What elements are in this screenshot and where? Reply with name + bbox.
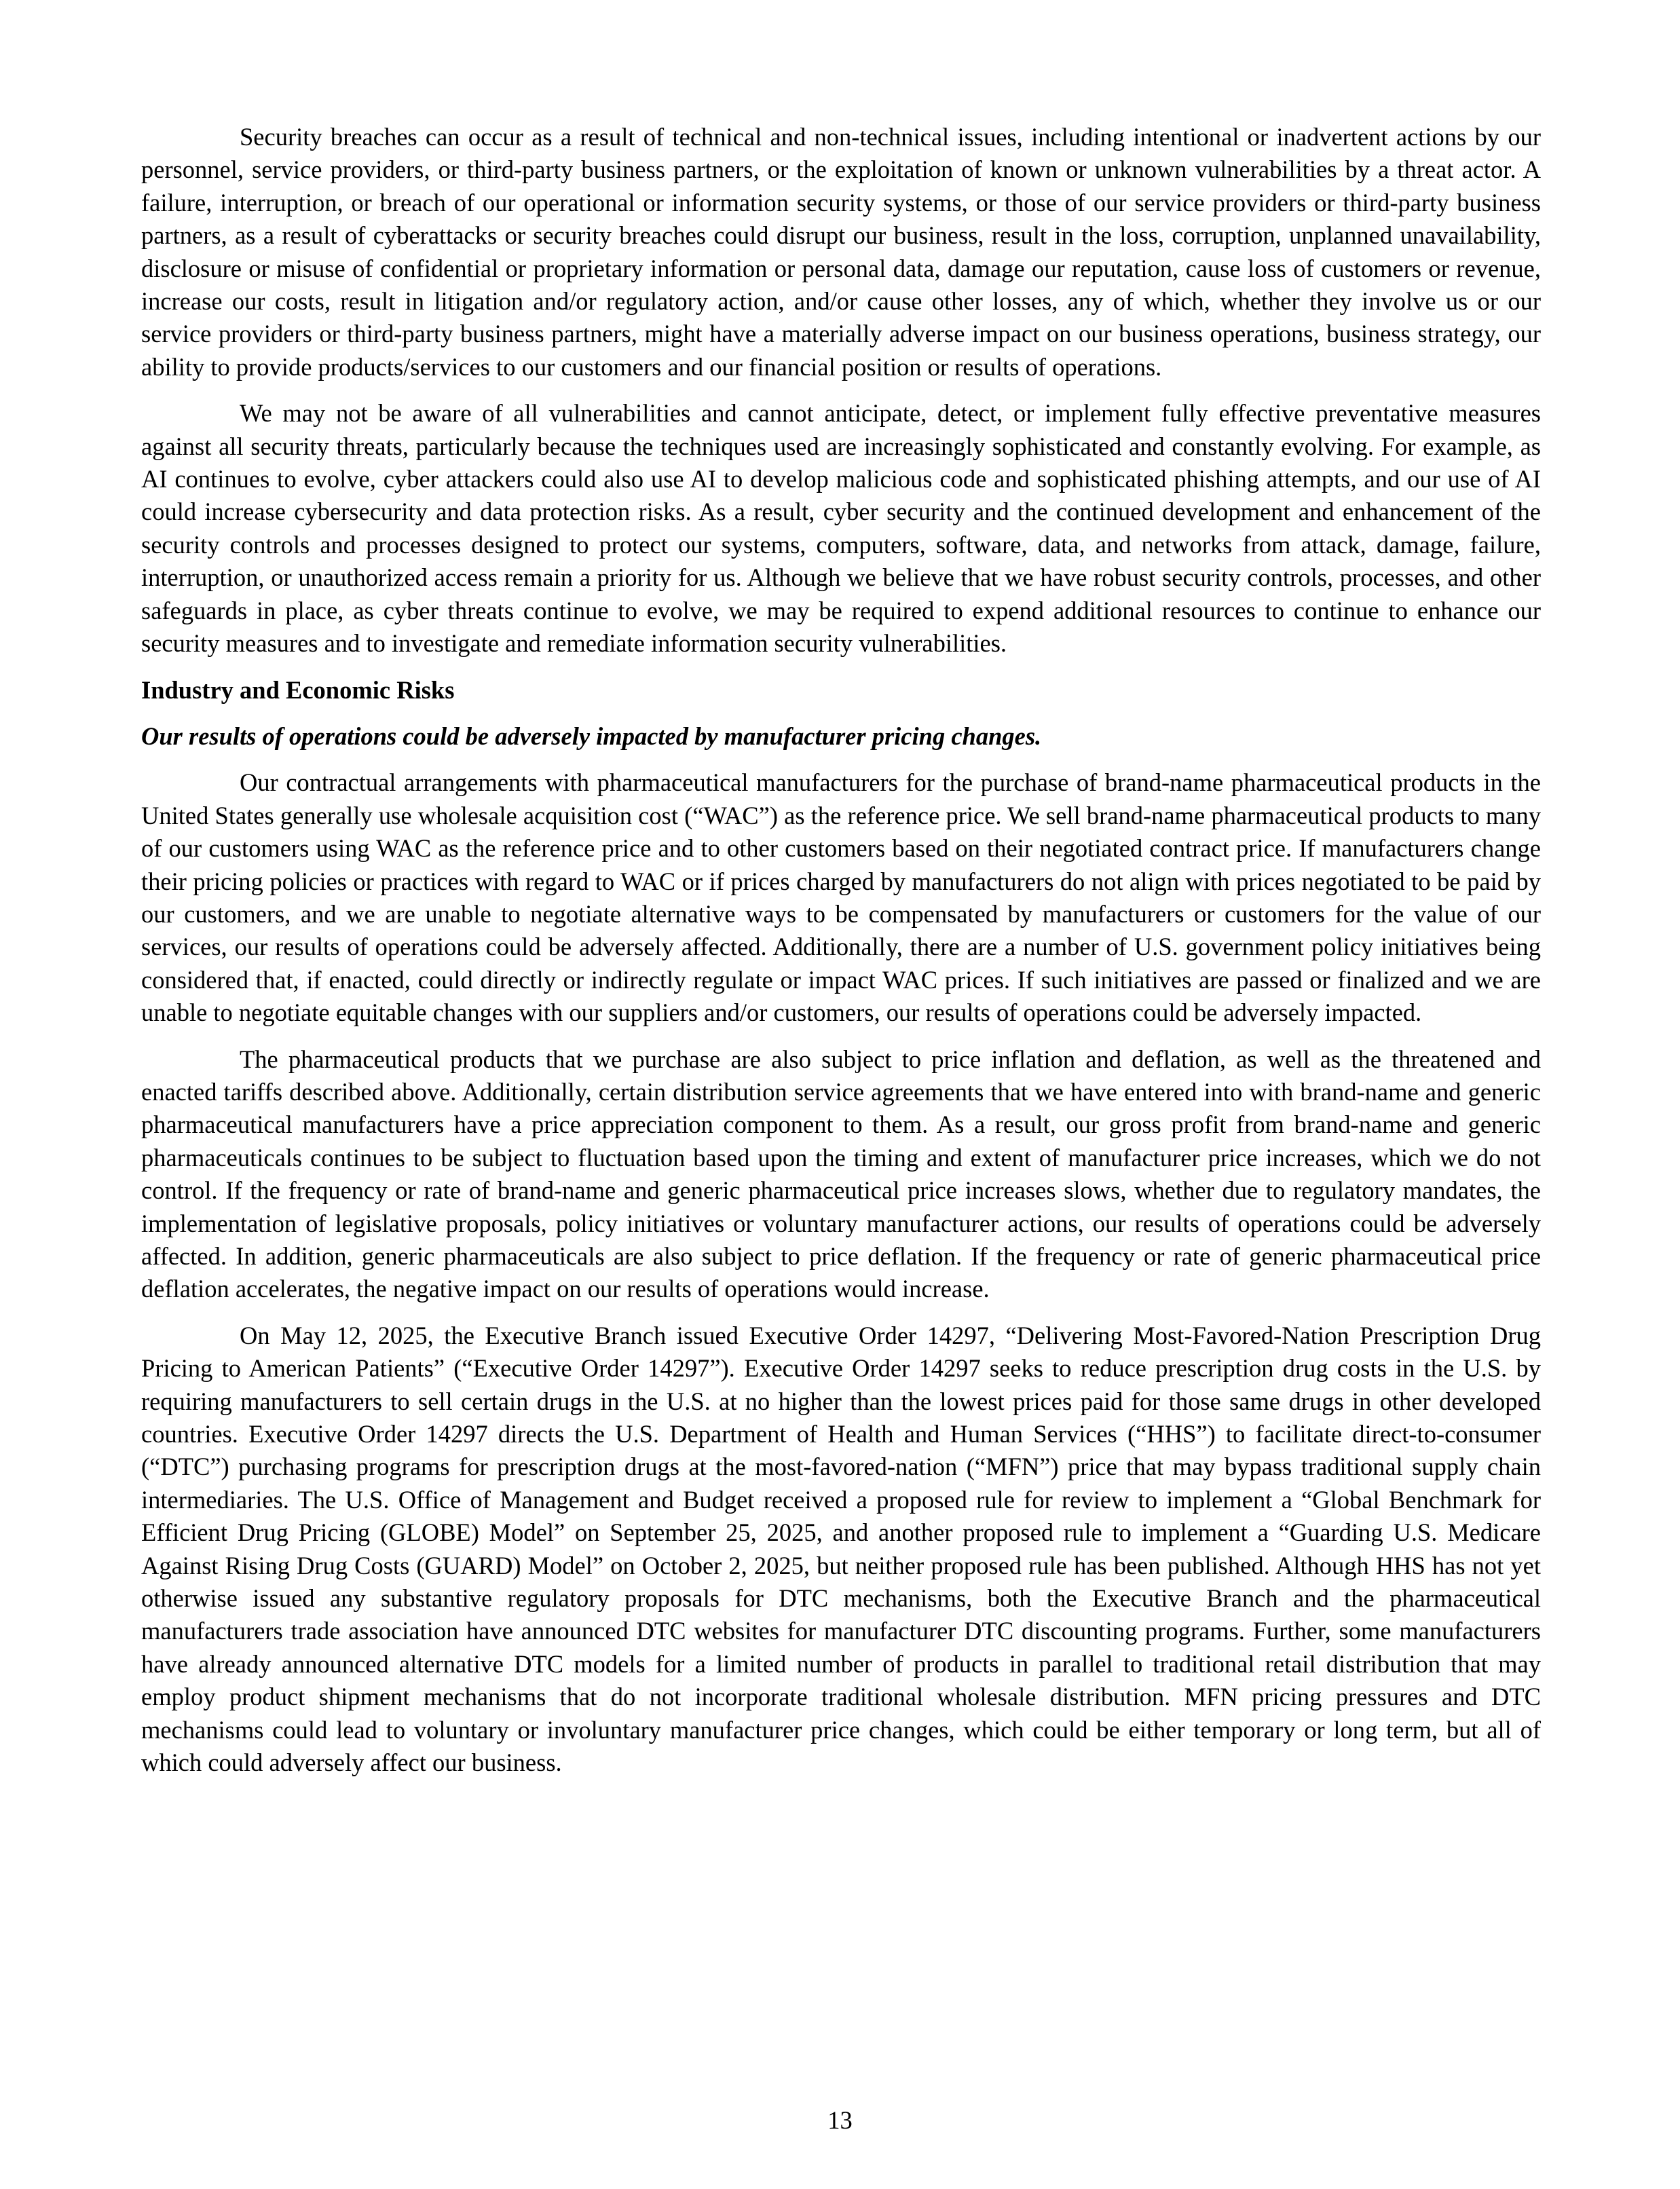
risk-factor-heading: Our results of operations could be adversely impacted by manufacturer pricing changes. (141, 722, 1042, 750)
body-paragraph: Our contractual arrangements with pharmaceutical manufacturers for the purchase of brand-name pharmaceutical products in the United States generally use wholesale acquisition cost (“WAC”) as the reference price. We sell brand-name pharmaceutical products to many of our customers using WAC as the reference price and to other customers based on their negotiated contract price. If manufacturers change their pricing policies or practices with regard to WAC or if prices charged by manufacturers do not align with prices negotiated to be paid by our customers, and we are unable to negotiate alternative ways to be compensated by manufacturers or customers for the value of our services, our results of operations could be adversely affected. Additionally, there are a number of U.S. government policy initiatives being considered that, if enacted, could directly or indirectly regulate or impact WAC prices. If such initiatives are passed or finalized and we are unable to negotiate equitable changes with our suppliers and/or customers, our results of operations could be adversely impacted. (141, 768, 1541, 1027)
section-heading: Industry and Economic Risks (141, 675, 455, 704)
body-paragraph: On May 12, 2025, the Executive Branch issued Executive Order 14297, “Delivering Most-Favored-Nation Prescription Drug Pricing to American Patients” (“Executive Order 14297”). Executive Order 14297 seeks to reduce prescription drug costs in the U.S. by requiring manufacturers to sell certain drugs in the U.S. at no higher than the lowest prices paid for those same drugs in other developed countries. Executive Order 14297 directs the U.S. Department of Health and Human Services (“HHS”) to facilitate direct-to-consumer (“DTC”) purchasing programs for prescription drugs at the most-favored-nation (“MFN”) price that may bypass traditional supply chain intermediaries. The U.S. Office of Management and Budget received a proposed rule for review to implement a “Global Benchmark for Efficient Drug Pricing (GLOBE) Model” on September 25, 2025, and another proposed rule to implement a “Guarding U.S. Medicare Against Rising Drug Costs (GUARD) Model” on October 2, 2025, but neither proposed rule has been published. Although HHS has not yet otherwise issued any substantive regulatory proposals for DTC mechanisms, both the Executive Branch and the pharmaceutical manufacturers trade association have announced DTC websites for manufacturer DTC discounting programs. Further, some manufacturers have already announced alternative DTC models for a limited number of products in parallel to traditional retail distribution that may employ product shipment mechanisms that do not incorporate traditional wholesale distribution. MFN pricing pressures and DTC mechanisms could lead to voluntary or involuntary manufacturer price changes, which could be either temporary or long term, but all of which could adversely affect our business. (141, 1321, 1541, 1777)
body-paragraph: Security breaches can occur as a result of technical and non-technical issues, including intentional or inadvertent actions by our personnel, service providers, or third-party business partners, or the exploitation of known or unknown vulnerabilities by a threat actor. A failure, interruption, or breach of our operational or information security systems, or those of our service providers or third-party business partners, as a result of cyberattacks or security breaches could disrupt our business, result in the loss, corruption, unplanned unavailability, disclosure or misuse of confidential or proprietary information or personal data, damage our reputation, cause loss of customers or revenue, increase our costs, result in litigation and/or regulatory action, and/or cause other losses, any of which, whether they involve us or our service providers or third-party business partners, might have a materially adverse impact on our business operations, business strategy, our ability to provide products/services to our customers and our financial position or results of operations. (141, 123, 1541, 381)
body-paragraph: The pharmaceutical products that we purchase are also subject to price inflation and deflation, as well as the threatened and enacted tariffs described above. Additionally, certain distribution service agreements that we have entered into with brand-name and generic pharmaceutical manufacturers have a price appreciation component to them. As a result, our gross profit from brand-name and generic pharmaceuticals continues to be subject to fluctuation based upon the timing and extent of manufacturer price increases, which we do not control. If the frequency or rate of brand-name and generic pharmaceutical price increases slows, whether due to regulatory mandates, the implementation of legislative proposals, policy initiatives or voluntary manufacturer actions, our results of operations could be adversely affected. In addition, generic pharmaceuticals are also subject to price deflation. If the frequency or rate of generic pharmaceutical price deflation accelerates, the negative impact on our results of operations would increase. (141, 1045, 1541, 1303)
body-paragraph: We may not be aware of all vulnerabilities and cannot anticipate, detect, or implement fully effective preventative measures against all security threats, particularly because the techniques used are increasingly sophisticated and constantly evolving. For example, as AI continues to evolve, cyber attackers could also use AI to develop malicious code and sophisticated phishing attempts, and our use of AI could increase cybersecurity and data protection risks. As a result, cyber security and the continued development and enhancement of the security controls and processes designed to protect our systems, computers, software, data, and networks from attack, damage, failure, interruption, or unauthorized access remain a priority for us. Although we believe that we have robust security controls, processes, and other safeguards in place, as cyber threats continue to evolve, we may be required to expend additional resources to continue to enhance our security measures and to investigate and remediate information security vulnerabilities. (141, 399, 1541, 658)
document-page (141, 121, 1541, 1793)
page-number: 13 (827, 2106, 853, 2134)
